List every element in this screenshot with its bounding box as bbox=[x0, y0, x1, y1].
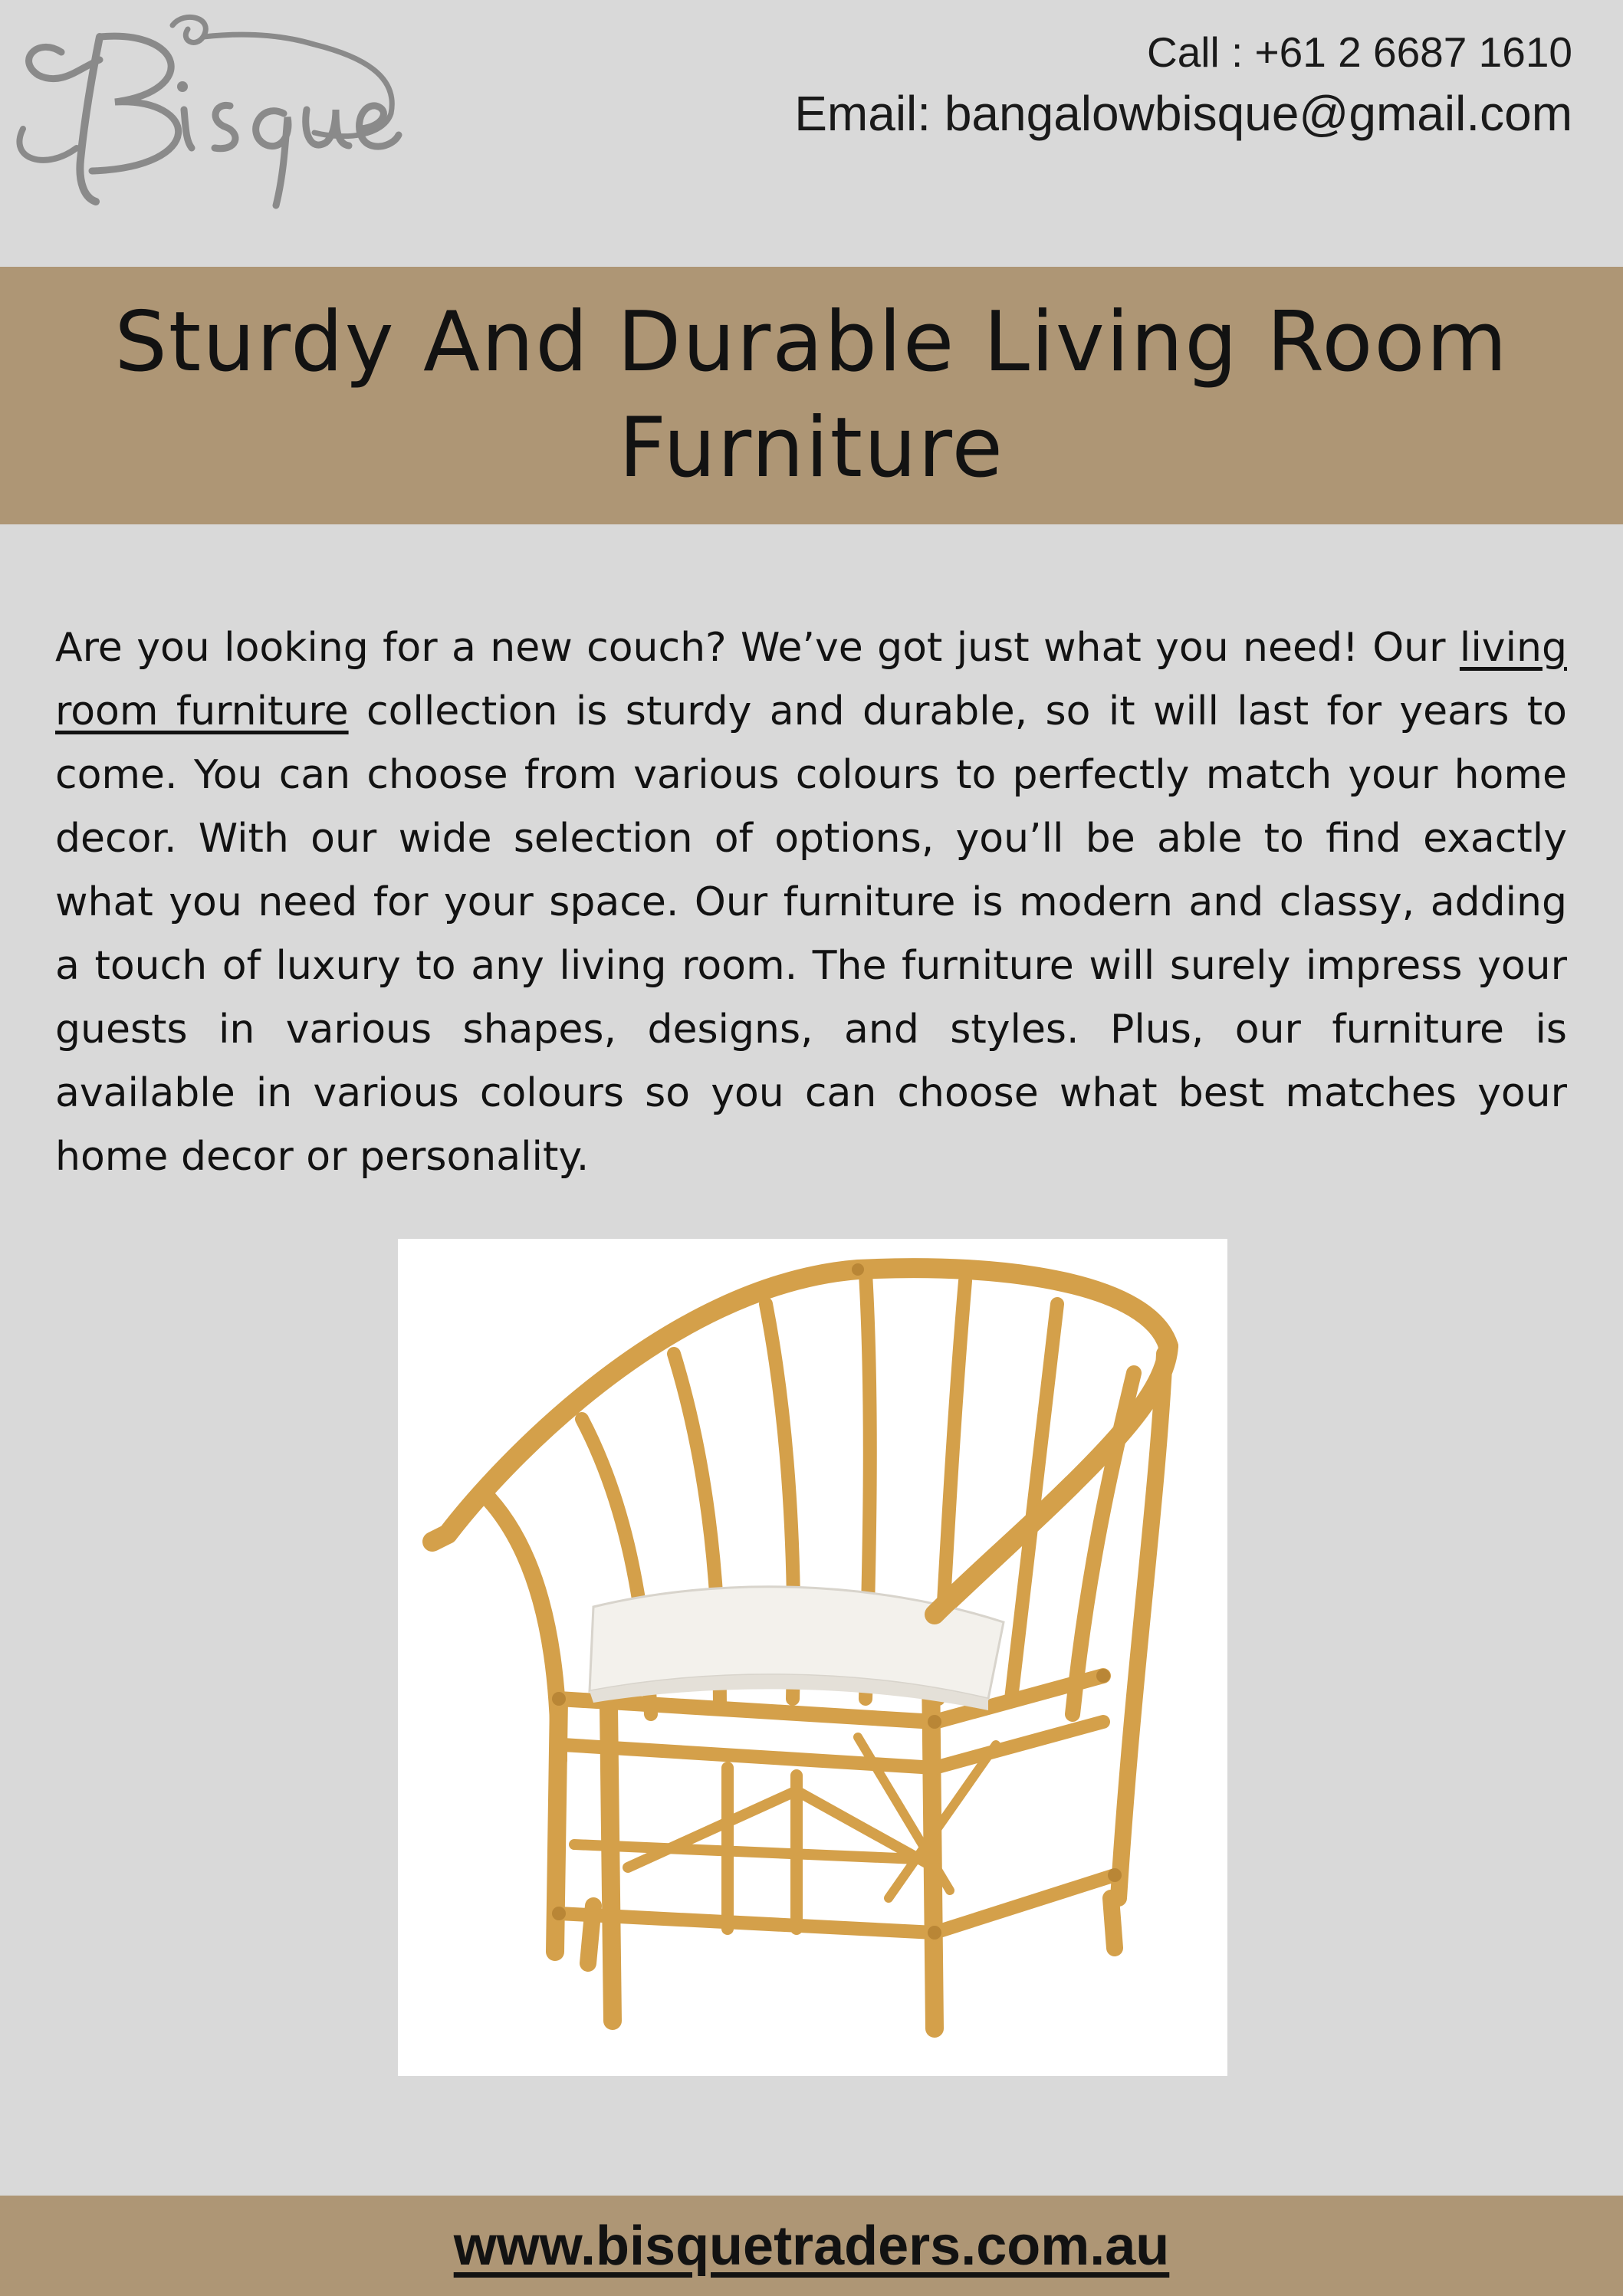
website-link[interactable]: www.bisquetraders.com.au bbox=[453, 2215, 1170, 2277]
contact-info bbox=[794, 21, 1572, 144]
page-title-line2: Furniture bbox=[619, 400, 1004, 496]
description-intro: Are you looking for a new couch? We’ve got just what you need! Our bbox=[55, 625, 1460, 671]
description-paragraph bbox=[55, 616, 1567, 1189]
description-rest: collection is sturdy and durable, so it will last for years to come. You can choose from various colours to perfectly match your home decor. With our wide selection of options, you’ll be able to find exactly what you need for your space. Our furniture is modern and classy, adding a touch of luxury to any living room. The furniture will surely impress your guests in various shapes, designs, and styles. Plus, our furniture is available in various colours so you can choose what best matches your home decor or personality. bbox=[55, 688, 1567, 1180]
title-banner bbox=[0, 267, 1623, 524]
bisque-logo[interactable] bbox=[8, 6, 406, 209]
product-image bbox=[398, 1239, 1227, 2076]
rattan-armchair-icon bbox=[398, 1239, 1227, 2076]
living-room-furniture-link[interactable]: living room furniture bbox=[55, 625, 1567, 734]
email-address[interactable]: Email: bangalowbisque@gmail.com bbox=[794, 86, 1572, 141]
bisque-logo-icon bbox=[8, 6, 406, 209]
page-title-line1: Sturdy And Durable Living Room bbox=[114, 294, 1509, 390]
footer-banner bbox=[0, 2196, 1623, 2296]
phone-number[interactable]: Call : +61 2 6687 1610 bbox=[1146, 28, 1572, 76]
page-title bbox=[84, 290, 1540, 501]
